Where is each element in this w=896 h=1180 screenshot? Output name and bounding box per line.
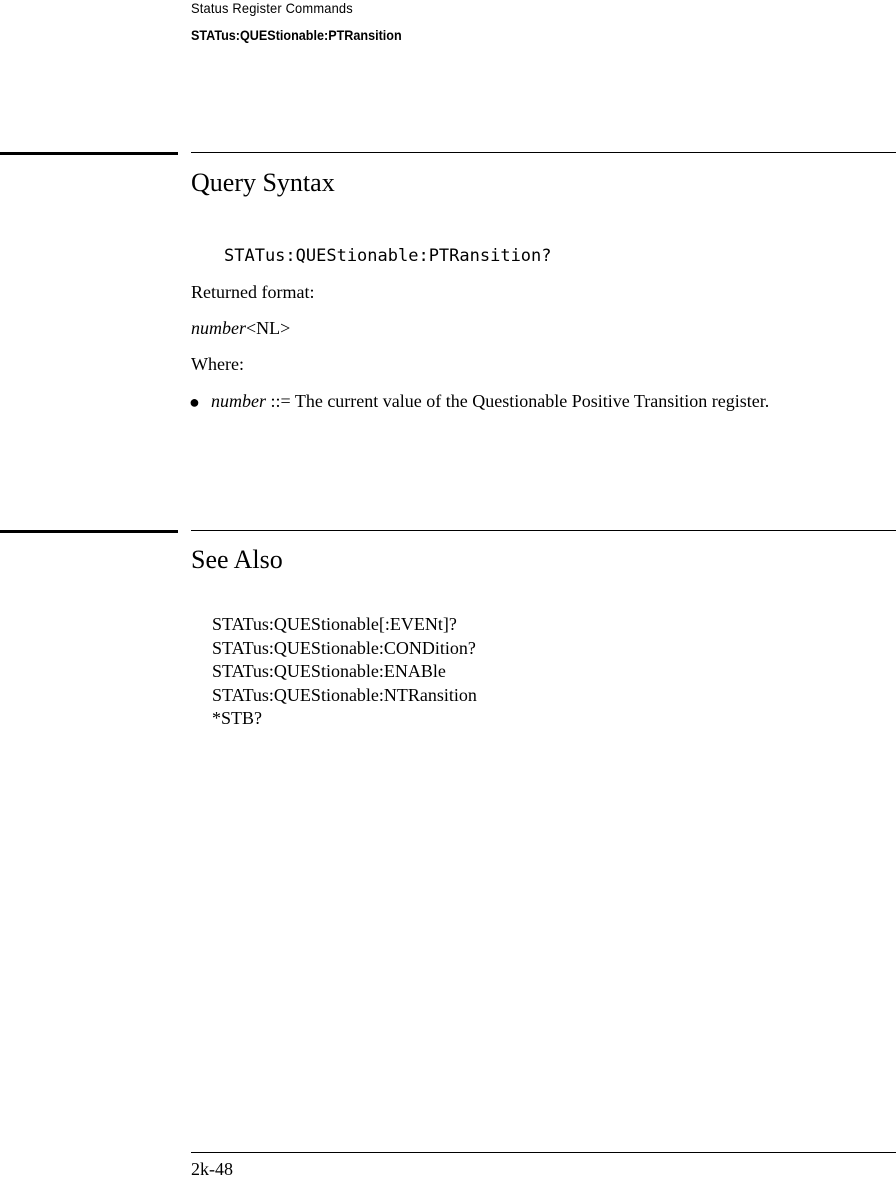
see-also-item: STATus:QUEStionable:NTRansition (212, 684, 477, 705)
see-also-item: *STB? (212, 708, 263, 728)
page-number: 2k-48 (191, 1159, 233, 1179)
definition-operator: ::= (266, 391, 295, 411)
chapter-title: Status Register Commands (191, 0, 353, 16)
definition-term: number (211, 391, 266, 411)
command-title: STATus:QUEStionable:PTRansition (191, 27, 402, 43)
definition-description: The current value of the Questionable Positive Transition register. (294, 391, 770, 411)
section-heading-query-syntax: Query Syntax (191, 168, 335, 197)
see-also-item: STATus:QUEStionable[:EVENt]? (212, 614, 457, 634)
section-rule-thick (0, 530, 178, 533)
returned-format-label: Returned format: (191, 282, 315, 302)
see-also-item: STATus:QUEStionable:ENABle (212, 661, 446, 681)
section-heading-see-also: See Also (191, 545, 283, 574)
see-also-item: STATus:QUEStionable:CONDition? (212, 637, 476, 658)
section-rule-thin (191, 152, 896, 153)
section-rule-thick (0, 152, 178, 155)
query-syntax-command: STATus:QUEStionable:PTRansition? (224, 246, 552, 266)
bullet-icon: ● (189, 392, 200, 412)
see-also-list (212, 613, 477, 731)
definition-item (211, 389, 871, 413)
returned-format-param: number (191, 318, 246, 338)
where-label: Where: (191, 354, 244, 374)
footer-rule (191, 1152, 896, 1153)
returned-format-suffix: <NL> (246, 318, 291, 338)
section-rule-thin (191, 530, 896, 531)
returned-format-value (191, 318, 290, 339)
